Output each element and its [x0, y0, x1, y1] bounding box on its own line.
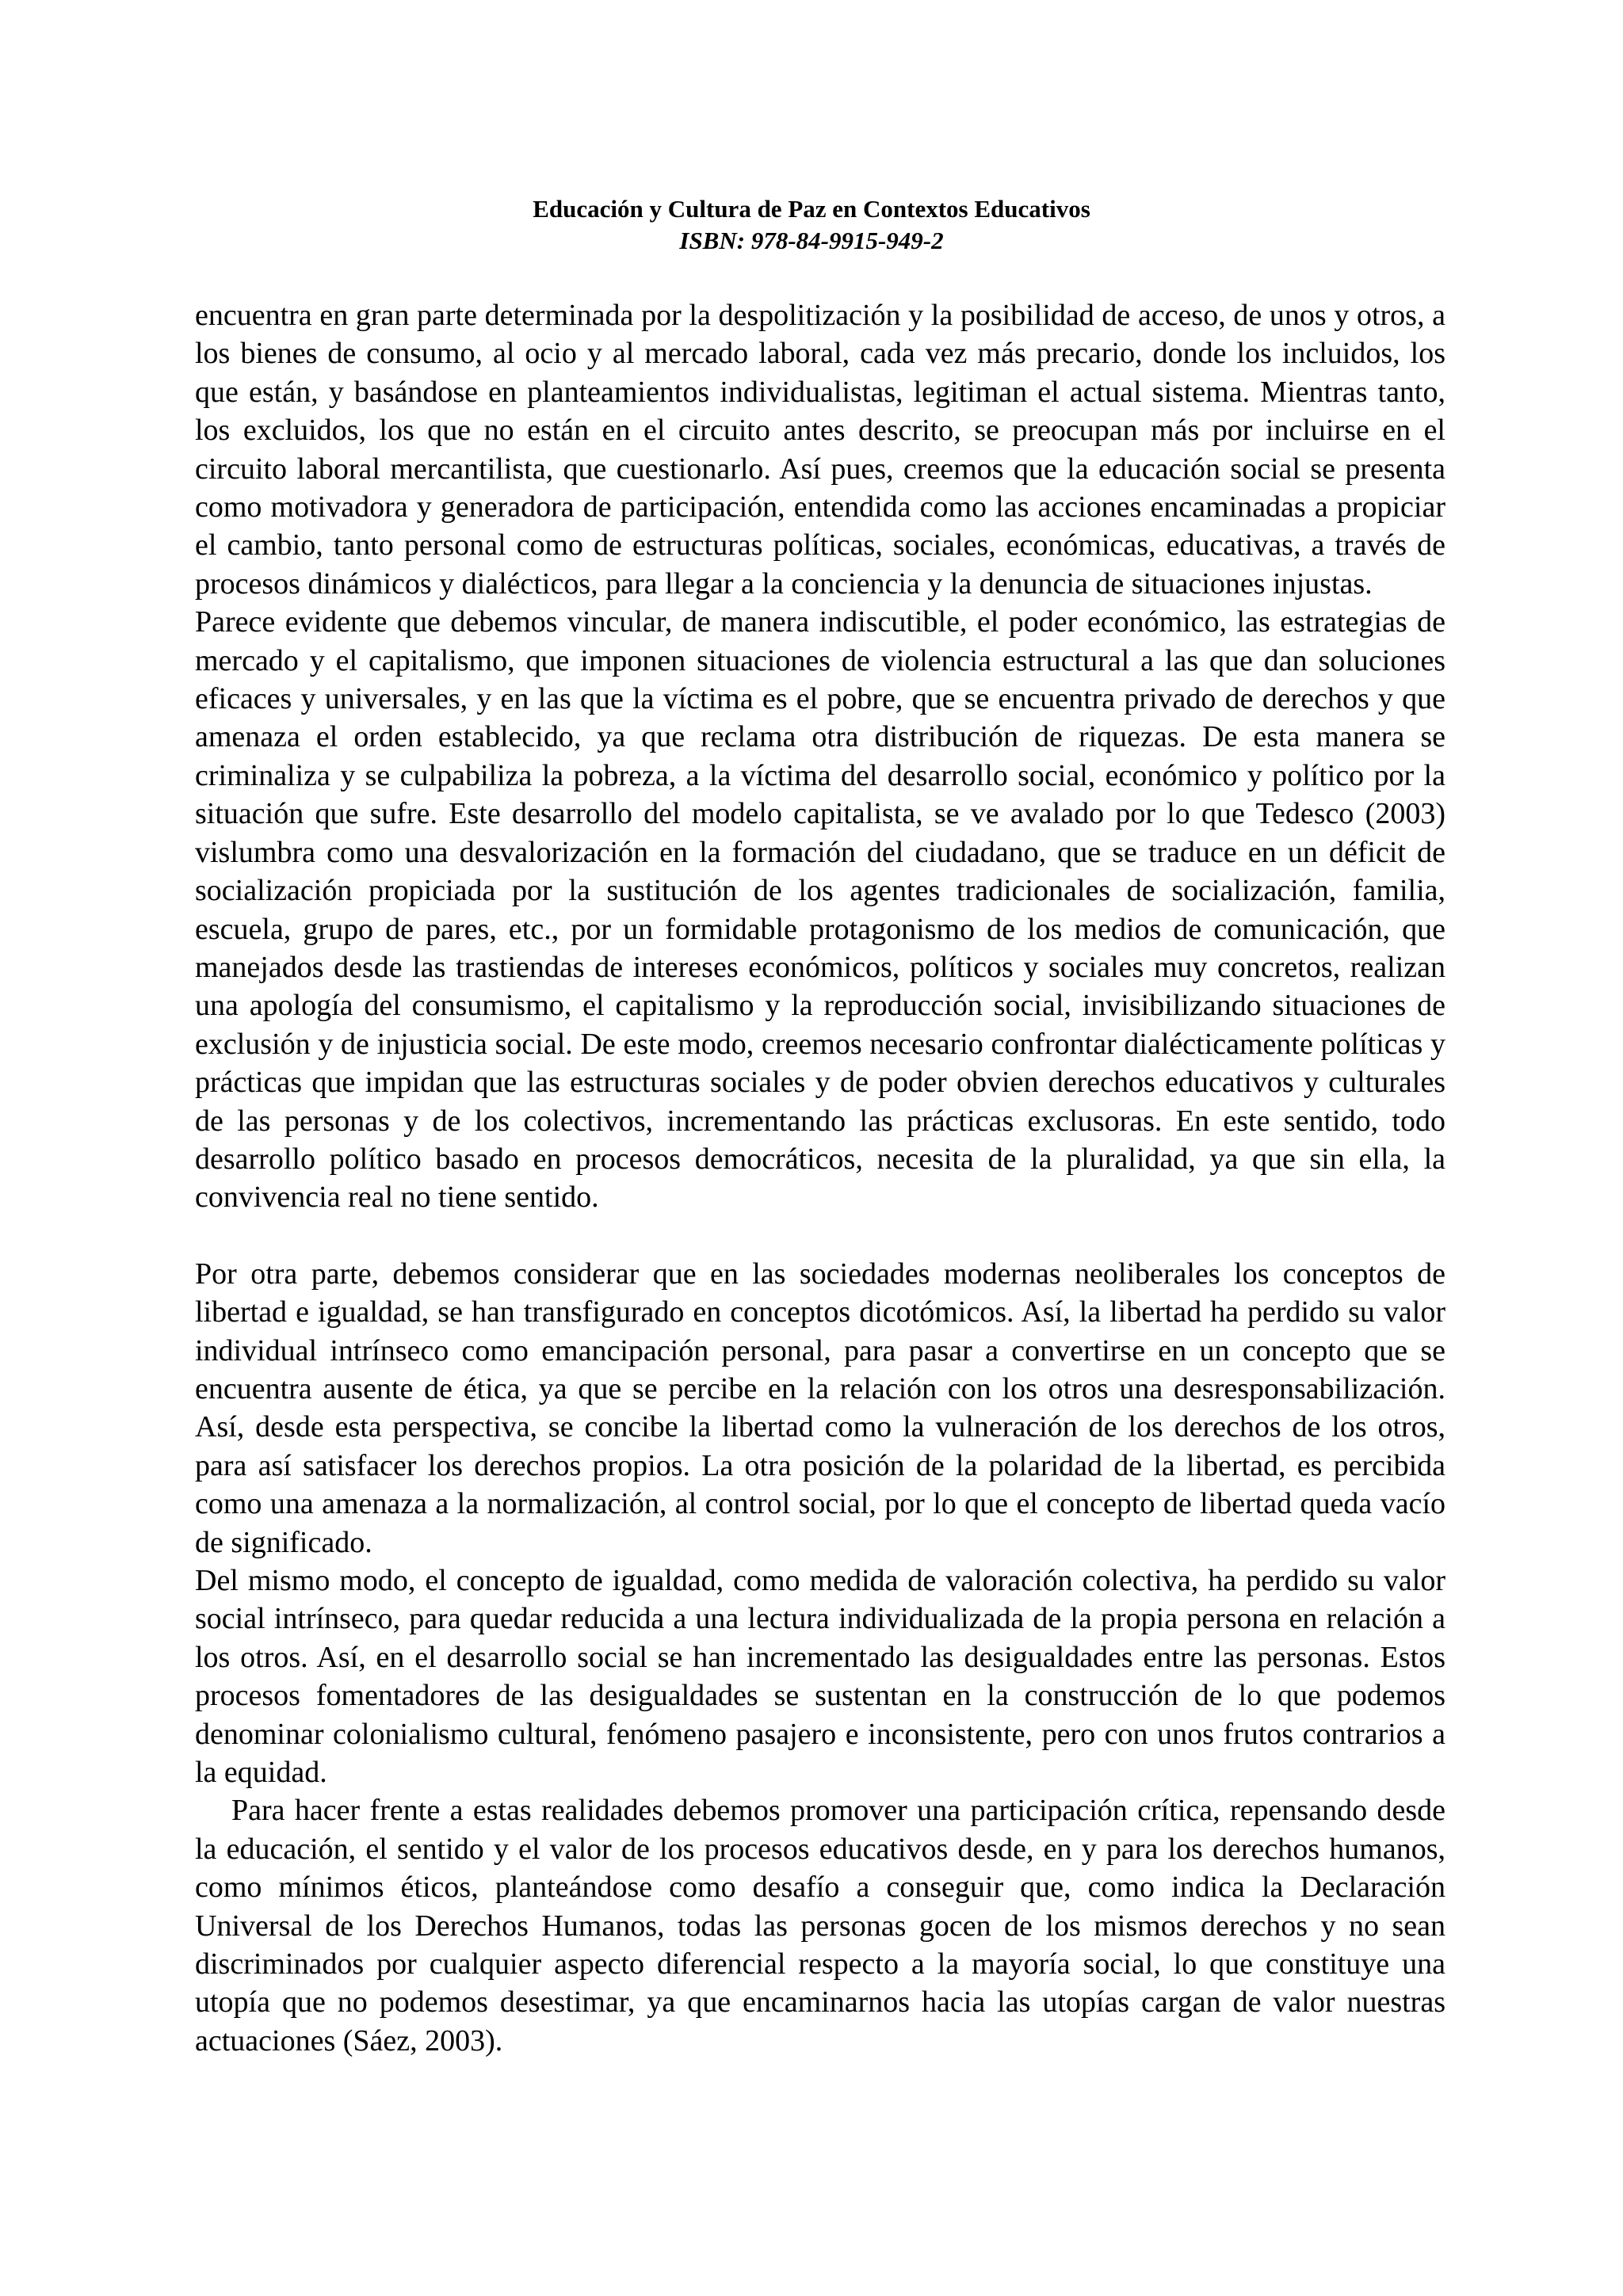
page-header [0, 193, 1623, 257]
paragraph-2: Parece evidente que debemos vincular, de manera indiscutible, el poder económico, las estrategias de mercado y el capitalismo, que imponen situaciones de violencia estructural a las que dan soluciones eficaces y universales, y en las que la víctima es el pobre, que se encuentra privado de derechos y que amenaza el orden establecido, ya que reclama otra distribución de riquezas. De esta manera se criminaliza y se culpabiliza la pobreza, a la víctima del desarrollo social, económico y político por la situación que sufre. Este desarrollo del modelo capitalista, se ve avalado por lo que Tedesco (2003) vislumbra como una desvalorización en la formación del ciudadano, que se traduce en un déficit de socialización propiciada por la sustitución de los agentes tradicionales de socialización, familia, escuela, grupo de pares, etc., por un formidable protagonismo de los medios de comunicación, que manejados desde las trastiendas de intereses económicos, políticos y sociales muy concretos, realizan una apología del consumismo, el capitalismo y la reproducción social, invisibilizando situaciones de exclusión y de injusticia social. De este modo, creemos necesario confrontar dialécticamente políticas y prácticas que impidan que las estructuras sociales y de poder obvien derechos educativos y culturales de las personas y de los colectivos, incrementando las prácticas exclusoras. En este sentido, todo desarrollo político basado en procesos democráticos, necesita de la pluralidad, ya que sin ella, la convivencia real no tiene sentido. [195, 605, 1445, 1215]
isbn-line: ISBN: 978-84-9915-949-2 [679, 227, 944, 254]
body-text [195, 296, 1445, 2060]
book-title: Educación y Cultura de Paz en Contextos Educativos [533, 195, 1090, 223]
paragraph-3: Por otra parte, debemos considerar que en las sociedades modernas neoliberales los conceptos de libertad e igualdad, se han transfigurado en conceptos dicotómicos. Así, la libertad ha perdido su valor individual intrínseco como emancipación personal, para pasar a convertirse en un concepto que se encuentra ausente de ética, ya que se percibe en la relación con los otros una desresponsabilización. Así, desde esta perspectiva, se concibe la libertad como la vulneración de los derechos de los otros, para así satisfacer los derechos propios. La otra posición de la polaridad de la libertad, es percibida como una amenaza a la normalización, al control social, por lo que el concepto de libertad queda vacío de significado. [195, 1257, 1445, 1559]
paragraph-4: Del mismo modo, el concepto de igualdad, como medida de valoración colectiva, ha perdido su valor social intrínseco, para quedar reducida a una lectura individualizada de la propia persona en relación a los otros. Así, en el desarrollo social se han incrementado las desigualdades entre las personas. Estos procesos fomentadores de las desigualdades se sustentan en la construcción de lo que podemos denominar colonialismo cultural, fenómeno pasajero e inconsistente, pero con unos frutos contrarios a la equidad. [195, 1564, 1445, 1790]
paragraph-5: Para hacer frente a estas realidades debemos promover una participación crítica, repensando desde la educación, el sentido y el valor de los procesos educativos desde, en y para los derechos humanos, como mínimos éticos, planteándose como desafío a conseguir que, como indica la Declaración Universal de los Derechos Humanos, todas las personas gocen de los mismos derechos y no sean discriminados por cualquier aspecto diferencial respecto a la mayoría social, lo que constituye una utopía que no podemos desestimar, ya que encaminarnos hacia las utopías cargan de valor nuestras actuaciones (Sáez, 2003). [195, 1794, 1445, 2058]
paragraph-1: encuentra en gran parte determinada por la despolitización y la posibilidad de acceso, de unos y otros, a los bienes de consumo, al ocio y al mercado laboral, cada vez más precario, donde los incluidos, los que están, y basándose en planteamientos individualistas, legitiman el actual sistema. Mientras tanto, los excluidos, los que no están en el circuito antes descrito, se preocupan más por incluirse en el circuito laboral mercantilista, que cuestionarlo. Así pues, creemos que la educación social se presenta como motivadora y generadora de participación, entendida como las acciones encaminadas a propiciar el cambio, tanto personal como de estructuras políticas, sociales, económicas, educativas, a través de procesos dinámicos y dialécticos, para llegar a la conciencia y la denuncia de situaciones injustas. [195, 299, 1445, 601]
